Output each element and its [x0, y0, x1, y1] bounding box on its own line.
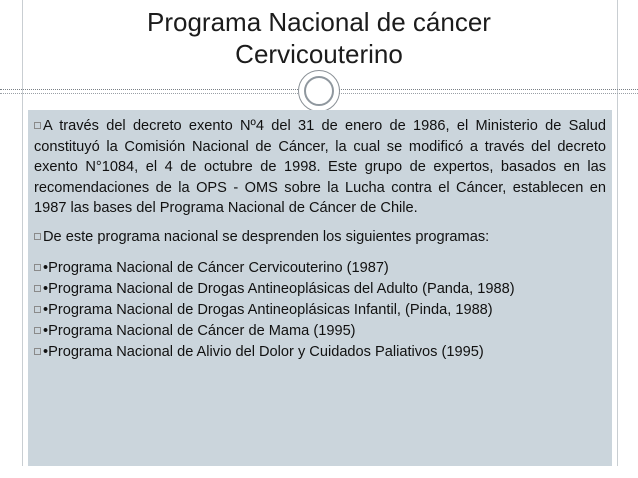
title-line-1: Programa Nacional de cáncer: [147, 7, 491, 37]
square-bullet-icon: [34, 306, 41, 313]
programs-intro-text: De este programa nacional se desprenden los siguientes programas:: [43, 228, 490, 245]
programs-intro: [34, 227, 606, 248]
intro-paragraph-text: A través del decreto exento Nº4 del 31 de enero de 1986, el Ministerio de Salud constituyó la Comisión Nacional de Cáncer, la cual se modificó a través del decreto exento N°1084, el 4 de octubre de 1998. Este grupo de expertos, basados en las recomendaciones de la OPS - OMS sobre la Lucha contra el Cáncer, establecen en 1987 las bases del Programa Nacional de Cáncer de Chile.: [34, 118, 606, 216]
program-text: •Programa Nacional de Drogas Antineoplásicas Infantil, (Pinda, 1988): [43, 302, 493, 318]
program-text: •Programa Nacional de Alivio del Dolor y Cuidados Paliativos (1995): [43, 344, 484, 360]
intro-paragraph: [34, 116, 606, 219]
list-item: [34, 301, 606, 319]
list-item: [34, 259, 606, 277]
content-panel: [28, 110, 612, 466]
square-bullet-icon: [34, 233, 41, 240]
bottom-band: [0, 466, 638, 478]
square-bullet-icon: [34, 264, 41, 271]
title-line-2: Cervicouterino: [235, 39, 403, 69]
slide-title: [22, 6, 616, 70]
square-bullet-icon: [34, 122, 41, 129]
list-item: [34, 322, 606, 340]
list-item: [34, 343, 606, 361]
list-item: [34, 280, 606, 298]
program-text: •Programa Nacional de Cáncer de Mama (1995): [43, 323, 356, 339]
square-bullet-icon: [34, 327, 41, 334]
circle-medallion-icon: [298, 70, 340, 112]
square-bullet-icon: [34, 348, 41, 355]
program-text: •Programa Nacional de Cáncer Cervicouterino (1987): [43, 260, 389, 276]
programs-list: [34, 259, 606, 361]
program-text: •Programa Nacional de Drogas Antineoplásicas del Adulto (Panda, 1988): [43, 281, 515, 297]
square-bullet-icon: [34, 285, 41, 292]
